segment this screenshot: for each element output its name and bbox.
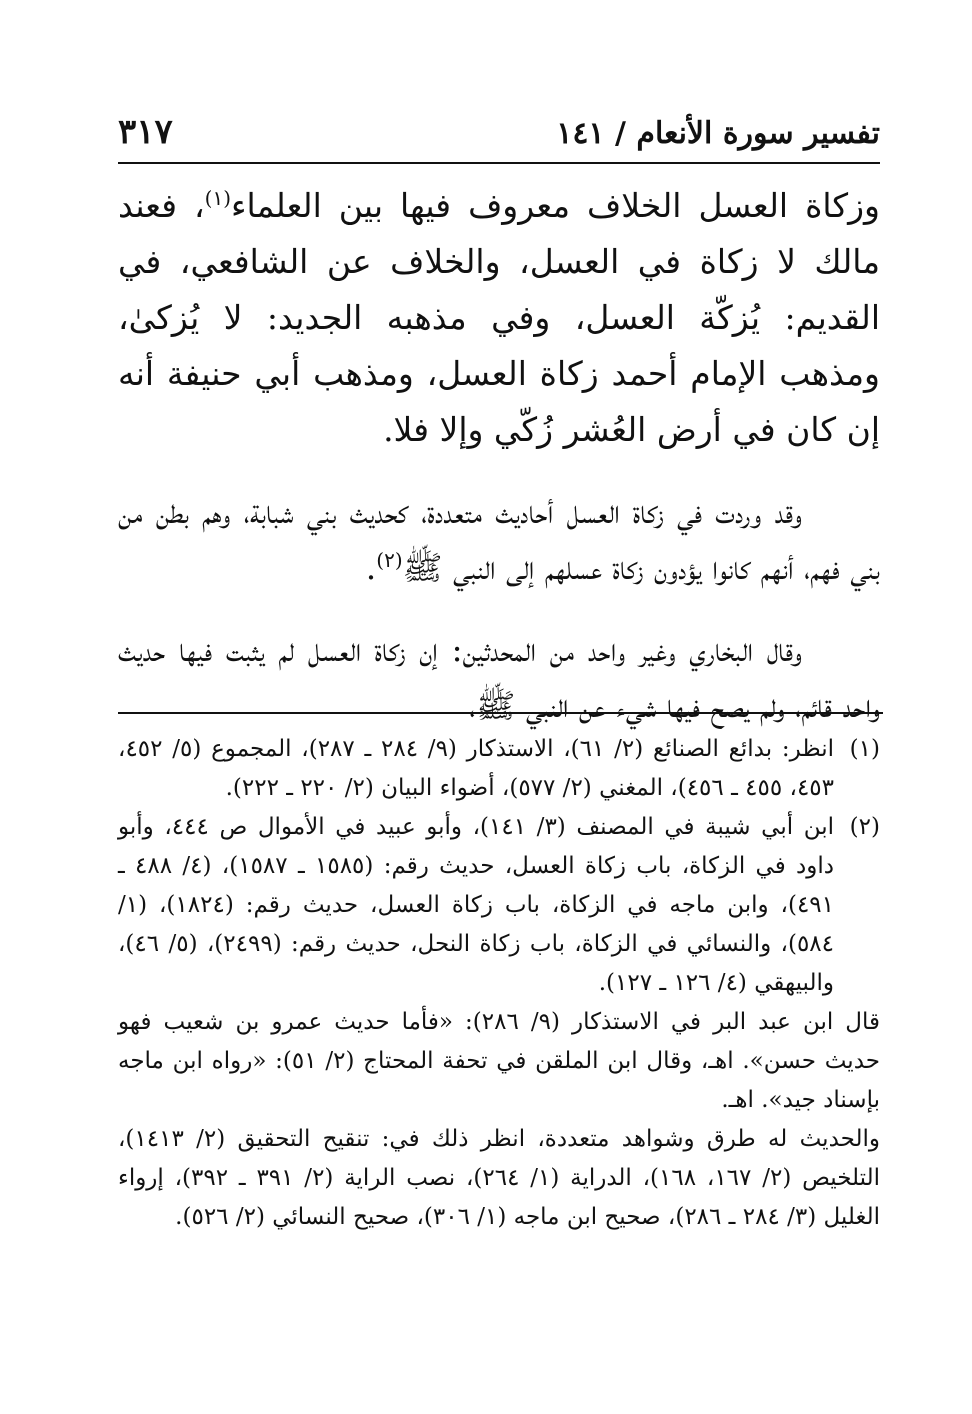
footnote-text: [118, 730, 834, 808]
footnotes: [118, 730, 880, 1237]
page-header: [118, 112, 880, 164]
page-number: ٣١٧: [118, 112, 173, 152]
main-text: [118, 178, 880, 734]
footnote-text: [118, 808, 834, 1003]
paragraph-2-text-a: وقد وردت في زكاة العسل أحاديث متعددة، كحديث بني شبابة، وهم بطن من بني فهم، أنهم كانوا يؤدون زكاة عسلهم إلى النبي ﷺ: [118, 492, 880, 587]
footnote-2-continuation-2: والحديث له طرق وشواهد متعددة، انظر ذلك في: تنقيح التحقيق (٢/ ١٤١٣)، التلخيص (٢/ ١٦٧، ١٦٨)، الدراية (١/ ٢٦٤)، نصب الراية (٢/ ٣٩١ ـ ٣٩٢)، إرواء الغليل (٣/ ٢٨٤ ـ ٢٨٦)، صحيح ابن ماجه (١/ ٣٠٦)، صحيح النسائي (٢/ ٥٢٦).: [118, 1126, 881, 1230]
paragraph-2-text-b: .: [365, 548, 377, 587]
footnote-number: (٢): [849, 814, 880, 840]
footnote-2-continuation-1: قال ابن عبد البر في الاستذكار (٩/ ٢٨٦): «فأما حديث عمرو بن شعيب فهو حديث حسن». اهـ، وقال ابن الملقن في تحفة المحتاج (٢/ ٥١): «رواه ابن ماجه بإسناد جيد». اهـ.: [118, 1009, 881, 1113]
footnote-separator: [118, 712, 883, 714]
paragraph-1: [118, 178, 880, 458]
footnote-ref-1: (١): [204, 186, 232, 210]
footnote-paragraph: انظر: بدائع الصنائع (٢/ ٦١)، الاستذكار (٩/ ٢٨٤ ـ ٢٨٧)، المجموع (٥/ ٤٥٢، ٤٥٣، ٤٥٥ ـ ٤٥٦)، المغني (٢/ ٥٧٧)، أضواء البيان (٢/ ٢٢٠ ـ ٢٢٢).: [118, 736, 834, 801]
paragraph-2: [118, 484, 880, 596]
paragraph-1-text-a: وزكاة العسل الخلاف معروف فيها بين العلماء: [231, 186, 880, 225]
footnote-ref-2: (٢): [376, 548, 403, 572]
paragraph-1-text-b: ، فعند مالك لا زكاة في العسل، والخلاف عن الشافعي، في القديم: يُزكّة العسل، وفي مذهبه الجديد: لا يُزكىٰ، ومذهب الإمام أحمد زكاة العسل، ومذهب أبي حنيفة أنه إن كان في أرض العُشر زُكّي وإلا فلا.: [118, 186, 880, 449]
footnote-paragraph: ابن أبي شيبة في المصنف (٣/ ١٤١)، وأبو عبيد في الأموال ص ٤٤٤، وأبو داود في الزكاة، باب زكاة العسل، حديث رقم: (١٥٨٥ ـ ١٥٨٧)، (٤/ ٤٨٨ ـ ٤٩١)، وابن ماجه في الزكاة، باب زكاة العسل، حديث رقم: (١٨٢٤)، (١/ ٥٨٤)، والنسائي في الزكاة، باب زكاة النحل، حديث رقم: (٢٤٩٩)، (٥/ ٤٦)، والبيهقي (٤/ ١٢٦ ـ ١٢٧).: [118, 814, 835, 996]
paragraph-3: وقال البخاري وغير واحد من المحدثين: إن زكاة العسل لم يثبت فيها حديث واحد قائم، ولم يصح فيها شيء عن النبي ﷺ،: [118, 630, 880, 725]
footnote-2: [118, 808, 880, 1003]
footnote-1: [118, 730, 880, 808]
footnote-number: (١): [849, 736, 880, 762]
running-title: تفسير سورة الأنعام / ١٤١: [556, 116, 880, 151]
